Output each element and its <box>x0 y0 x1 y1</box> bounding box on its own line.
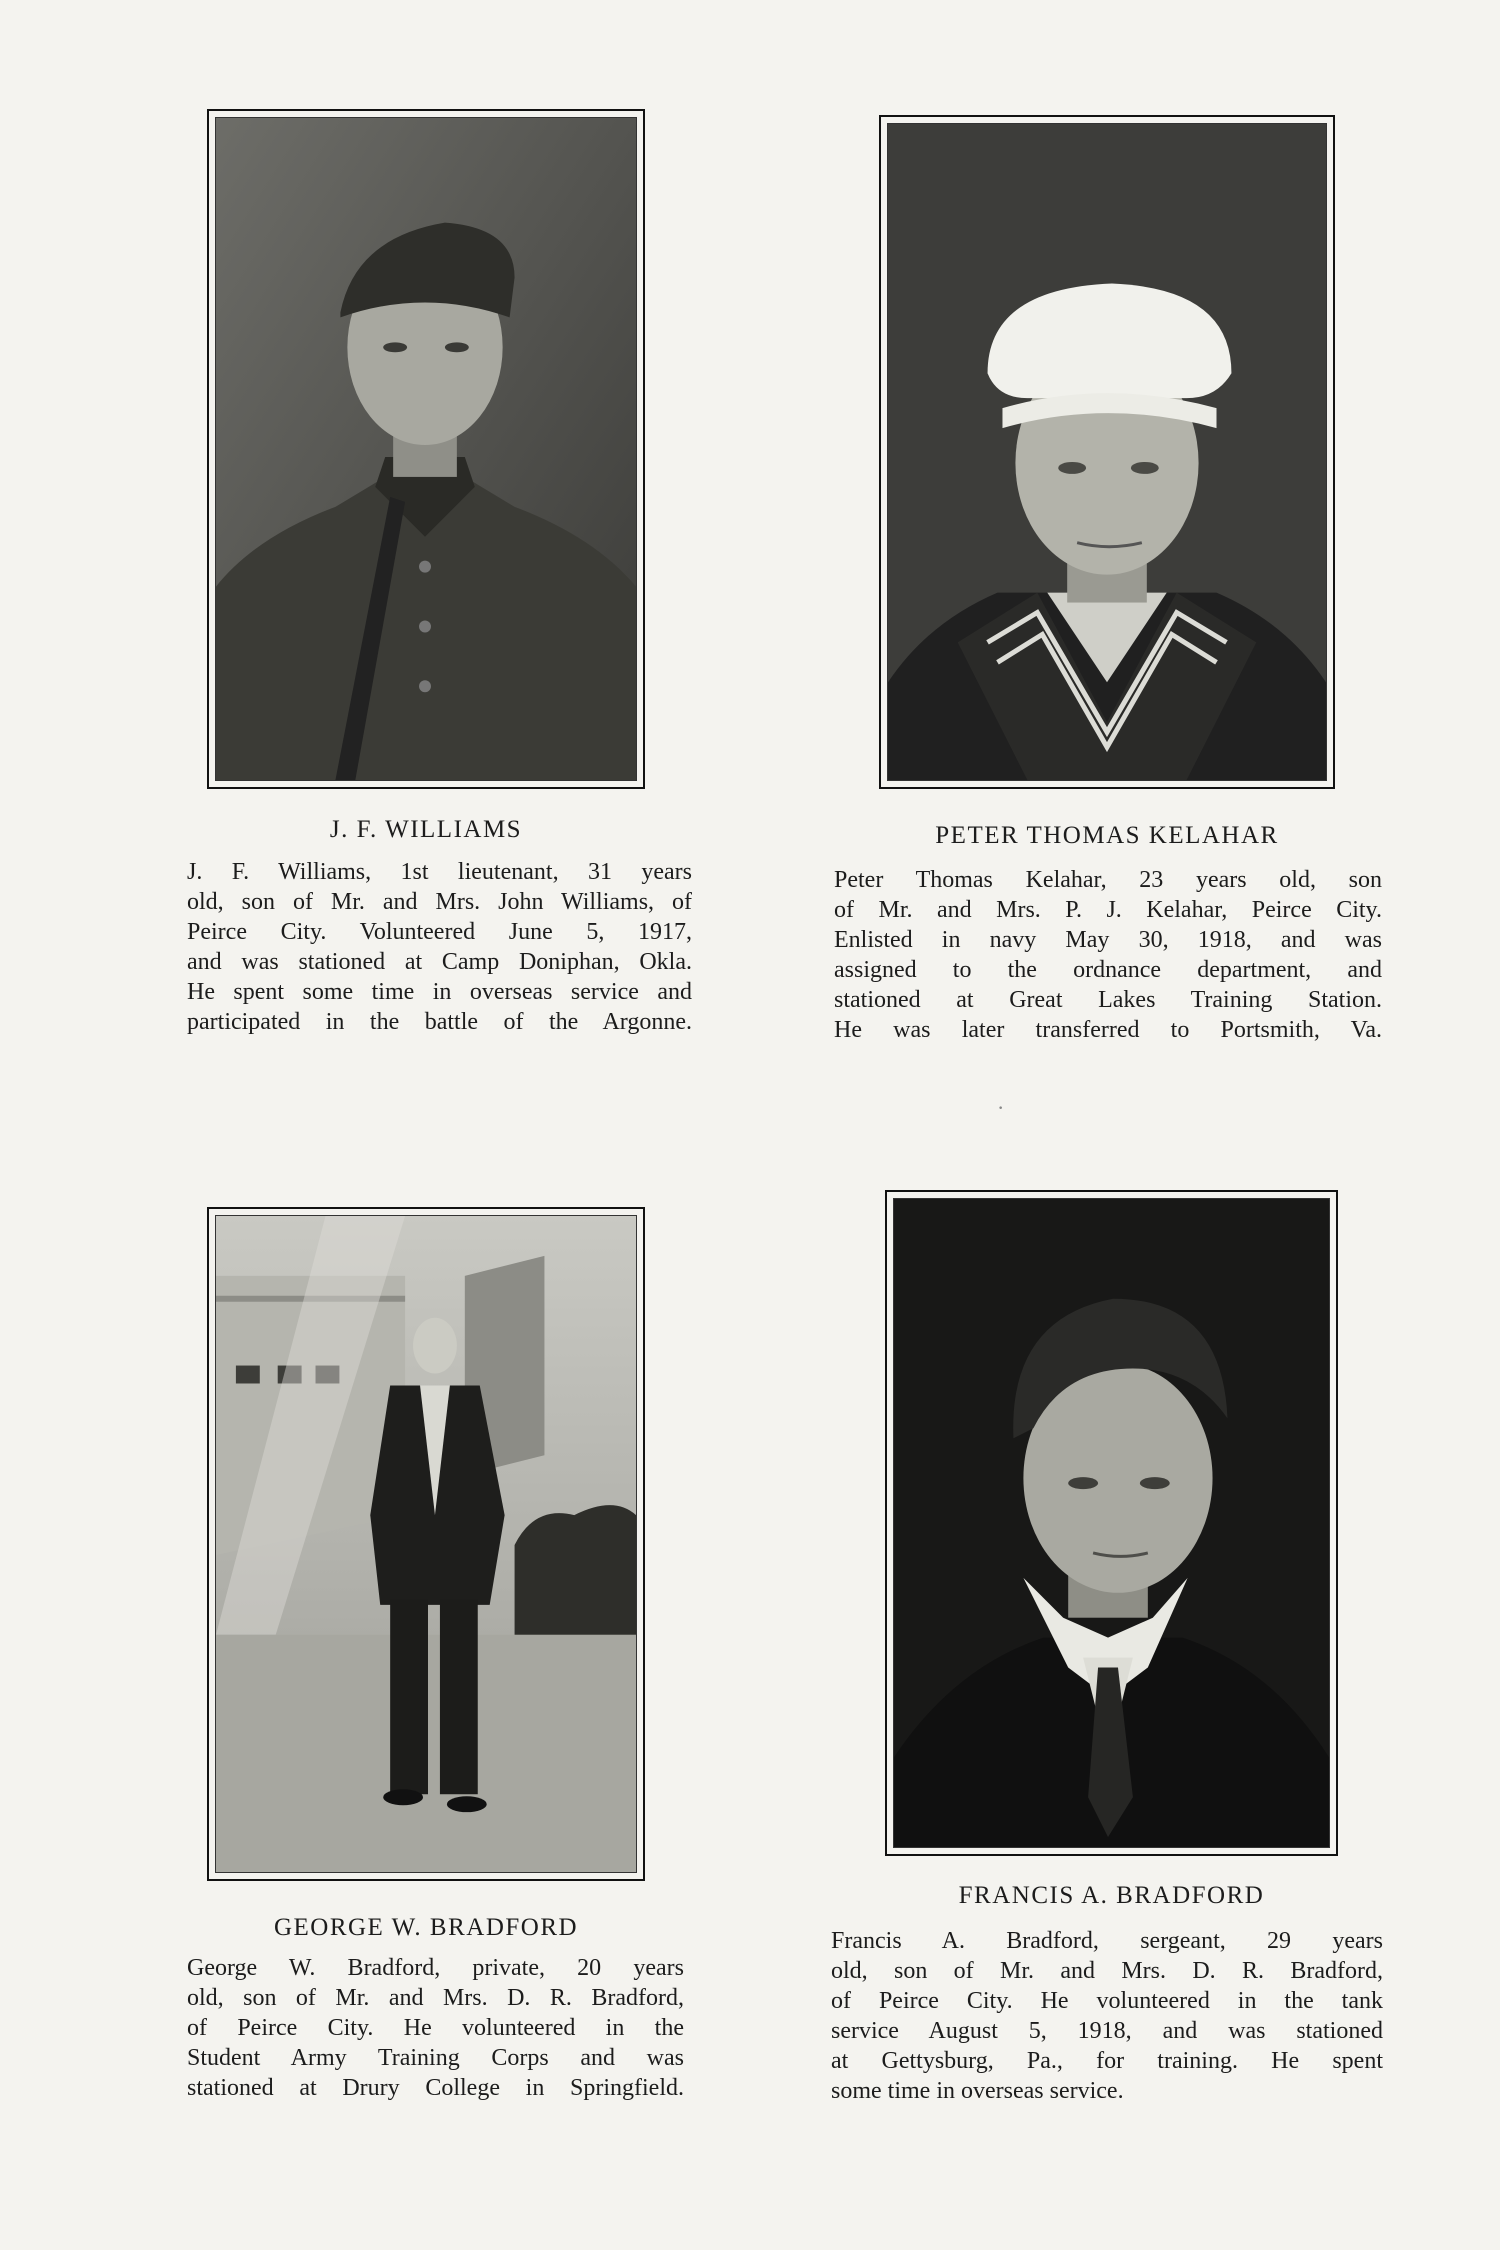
name-heading-williams: J. F. WILLIAMS <box>329 816 523 843</box>
name-heading-george-bradford: GEORGE W. BRADFORD <box>273 1914 579 1941</box>
bio-line: George W. Bradford, private, 20 years <box>187 1955 684 1981</box>
bio-line: of Peirce City. He volunteered in the tank <box>831 1988 1383 2014</box>
bio-line: stationed at Great Lakes Training Station. <box>834 987 1382 1013</box>
bio-line: old, son of Mr. and Mrs. D. R. Bradford, <box>831 1958 1383 1984</box>
bio-williams <box>187 857 692 1037</box>
bio-line: some time in overseas service. <box>831 2078 1124 2104</box>
bio-line: at Gettysburg, Pa., for training. He spent <box>831 2048 1383 2074</box>
bio-line: J. F. Williams, 1st lieutenant, 31 years <box>187 859 692 885</box>
bio-line: of Mr. and Mrs. P. J. Kelahar, Peirce City. <box>834 897 1382 923</box>
bio-line: participated in the battle of the Argonne. <box>187 1009 692 1035</box>
portrait-photo-kelahar <box>887 123 1327 781</box>
bio-francis-bradford <box>831 1926 1383 2106</box>
portrait-photo-francis-bradford <box>893 1198 1330 1848</box>
bio-line: and was stationed at Camp Doniphan, Okla. <box>187 949 692 975</box>
bio-line: stationed at Drury College in Springfield. <box>187 2075 684 2101</box>
bio-line: He spent some time in overseas service and <box>187 979 692 1005</box>
bio-kelahar <box>834 865 1382 1045</box>
full-length-photo-george-bradford <box>215 1215 637 1873</box>
bio-line: assigned to the ordnance department, and <box>834 957 1382 983</box>
bio-line: Peter Thomas Kelahar, 23 years old, son <box>834 867 1382 893</box>
bio-line: old, son of Mr. and Mrs. John Williams, of <box>187 889 692 915</box>
bio-line: Francis A. Bradford, sergeant, 29 years <box>831 1928 1383 1954</box>
print-speck: · <box>997 1095 1005 1120</box>
name-heading-kelahar: PETER THOMAS KELAHAR <box>935 822 1279 849</box>
bio-line: of Peirce City. He volunteered in the <box>187 2015 684 2041</box>
bio-george-bradford <box>187 1953 684 2103</box>
name-heading-francis-bradford: FRANCIS A. BRADFORD <box>958 1882 1265 1909</box>
bio-line: service August 5, 1918, and was stationed <box>831 2018 1383 2044</box>
bio-line: He was later transferred to Portsmith, Va. <box>834 1017 1382 1043</box>
bio-line: Peirce City. Volunteered June 5, 1917, <box>187 919 692 945</box>
bio-line: Student Army Training Corps and was <box>187 2045 684 2071</box>
portrait-photo-williams <box>215 117 637 781</box>
bio-line: Enlisted in navy May 30, 1918, and was <box>834 927 1382 953</box>
bio-line: old, son of Mr. and Mrs. D. R. Bradford, <box>187 1985 684 2011</box>
